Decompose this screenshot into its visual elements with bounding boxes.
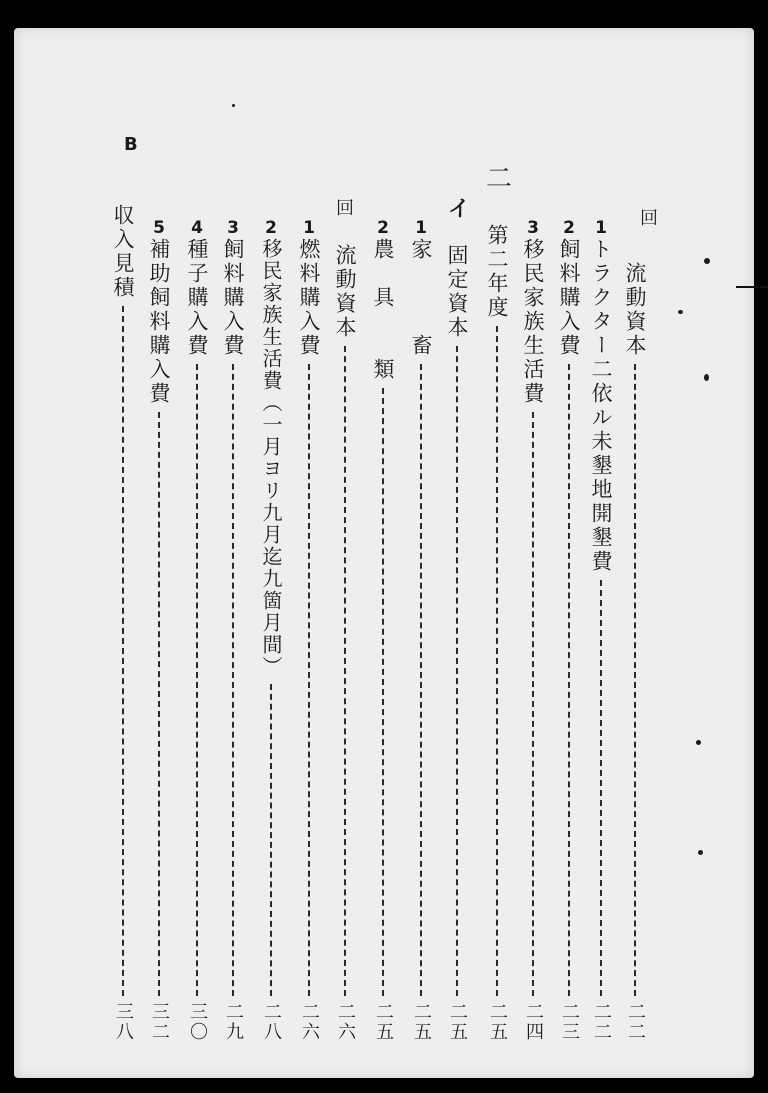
dotted-leader <box>456 346 458 996</box>
entry-number: 2 <box>377 218 389 238</box>
entry-page: 二四 <box>523 1002 544 1042</box>
entry-title: 流動資本 <box>333 244 357 340</box>
section-marker-3: イ <box>448 196 471 222</box>
entry-number: 1 <box>303 218 315 238</box>
section-marker-1: 回 <box>640 208 658 229</box>
ink-speck <box>696 740 701 745</box>
dotted-leader <box>496 326 498 996</box>
entry-title: 飼料購入費 <box>221 238 245 358</box>
entry-number: 3 <box>527 218 539 238</box>
dotted-leader <box>568 364 570 996</box>
dotted-leader <box>600 580 602 996</box>
entry-page: 二五 <box>487 1002 508 1042</box>
entry-title: トラクター二依ル未墾地開墾費 <box>589 238 613 574</box>
entry-title: 飼料購入費 <box>557 238 581 358</box>
scan-edge-mark <box>736 286 768 288</box>
entry-page: 三〇 <box>187 1002 208 1042</box>
entry-page: 二六 <box>335 1002 356 1042</box>
dotted-leader <box>122 306 124 996</box>
section-b-label: B <box>124 134 138 155</box>
toc-entry-7 <box>368 218 398 1042</box>
entry-page: 二二 <box>625 1002 646 1042</box>
entry-page: 二五 <box>411 1002 432 1042</box>
dotted-leader <box>344 346 346 996</box>
entry-title: 家 畜 <box>409 238 433 358</box>
dotted-leader <box>196 364 198 996</box>
entry-title: 種子購入費 <box>185 238 209 358</box>
entry-title: 燃料購入費 <box>297 238 321 358</box>
toc-entry-0 <box>620 242 650 1042</box>
toc-entry-8 <box>330 224 360 1042</box>
scanned-page <box>14 28 754 1078</box>
entry-page: 三八 <box>113 1002 134 1042</box>
toc-entry-14 <box>108 184 138 1042</box>
toc-entry-3 <box>518 218 548 1042</box>
ink-speck <box>704 374 709 381</box>
entry-page: 二六 <box>299 1002 320 1042</box>
entry-number: 5 <box>153 218 165 238</box>
entry-page: 二五 <box>447 1002 468 1042</box>
entry-page: 二三 <box>559 1002 580 1042</box>
ink-speck <box>698 850 703 855</box>
dotted-leader <box>634 364 636 996</box>
entry-page: 二五 <box>373 1002 394 1042</box>
entry-title: 第二年度 <box>485 224 509 320</box>
entry-page: 三二 <box>149 1002 170 1042</box>
section-marker-4: 回 <box>336 198 354 219</box>
entry-page: 二九 <box>223 1002 244 1042</box>
entry-title: 収入見積 <box>111 204 135 300</box>
entry-title: 移民家族生活費（一月ヨリ九月迄九箇月間） <box>259 238 283 678</box>
entry-title: 固定資本 <box>445 244 469 340</box>
entry-number: 3 <box>227 218 239 238</box>
toc-entry-11 <box>218 218 248 1042</box>
entry-number: 2 <box>563 218 575 238</box>
entry-title: 移民家族生活費 <box>521 238 545 406</box>
dotted-leader <box>270 684 272 996</box>
toc-entry-5 <box>442 224 472 1042</box>
toc-entry-2 <box>554 218 584 1042</box>
toc-entry-6 <box>406 218 436 1042</box>
dotted-leader <box>158 412 160 996</box>
toc-entry-13 <box>144 218 174 1042</box>
entry-title: 農 具 類 <box>371 238 395 382</box>
dotted-leader <box>308 364 310 996</box>
toc-entry-4 <box>482 204 512 1042</box>
entry-title: 流動資本 <box>623 262 647 358</box>
toc-entry-10 <box>256 218 286 1042</box>
entry-number: 1 <box>415 218 427 238</box>
entry-number: 2 <box>265 218 277 238</box>
dotted-leader <box>382 388 384 996</box>
ink-speck <box>704 258 710 264</box>
ink-speck <box>232 104 235 107</box>
toc-entry-9 <box>294 218 324 1042</box>
dotted-leader <box>232 364 234 996</box>
ink-speck <box>678 310 683 314</box>
entry-number: 1 <box>595 218 607 238</box>
entry-page: 二二 <box>591 1002 612 1042</box>
dotted-leader <box>420 364 422 996</box>
entry-page: 二八 <box>261 1002 282 1042</box>
toc-entry-1 <box>586 218 616 1042</box>
dotted-leader <box>532 412 534 996</box>
entry-number: 4 <box>191 218 203 238</box>
toc-entry-12 <box>182 218 212 1042</box>
entry-title: 補助飼料購入費 <box>147 238 171 406</box>
section-marker-2: 二 <box>486 164 513 194</box>
